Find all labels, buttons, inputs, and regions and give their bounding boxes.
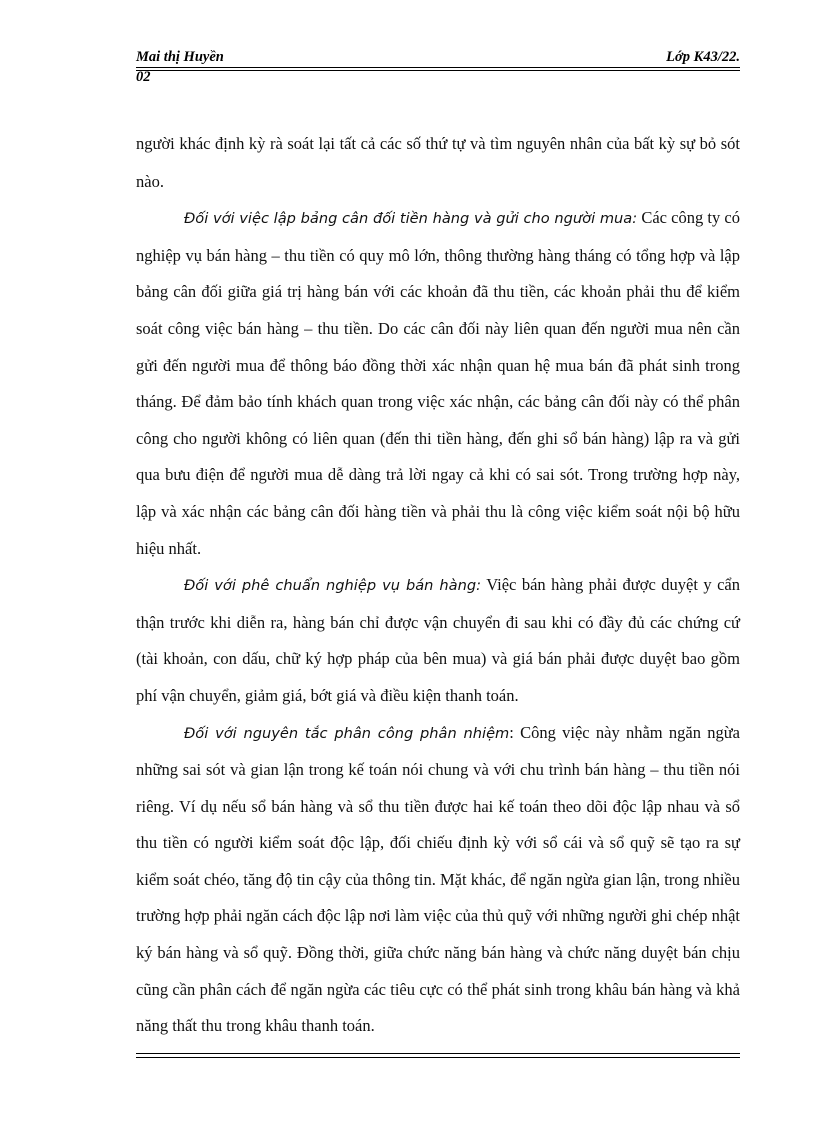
paragraph-2-lead: Đối với việc lập bảng cân đối tiền hàng và gửi cho người mua:	[184, 210, 638, 228]
header-rule	[136, 67, 740, 68]
paragraph-2	[136, 200, 740, 567]
paragraph-3	[136, 567, 740, 714]
header-code: 02	[136, 69, 151, 85]
paragraph-2-text: Các công ty có nghiệp vụ bán hàng – thu tiền có quy mô lớn, thông thường hàng tháng có tổng hợp và lập bảng cân đối giữa giá trị hàng bán với các khoản đã thu tiền, các khoản phải thu để kiểm soát công việc bán hàng – thu tiền. Do các cân đối này liên quan đến người mua nên cần gửi đến người mua để thông báo đồng thời xác nhận quan hệ mua bán đã phát sinh trong tháng. Để đảm bảo tính khách quan trong việc xác nhận, các bảng cân đối này có thể phân công cho người không có liên quan (đến thi tiền hàng, đến ghi sổ bán hàng) lập ra và gửi qua bưu điện để người mua dễ dàng trả lời ngay cả khi có sai sót. Trong trường hợp này, lập và xác nhận các bảng cân đối hàng tiền và phải thu là công việc kiểm soát nội bộ hữu hiệu nhất.	[136, 208, 740, 558]
header-class: Lớp K43/22.	[666, 49, 740, 65]
paragraph-3-text: Việc bán hàng phải được duyệt y cẩn thận trước khi diễn ra, hàng bán chỉ được vận chuyển đi sau khi có đầy đủ các chứng cứ (tài khoản, con dấu, chữ ký hợp pháp của bên mua) và giá bán phải được duyệt bao gồm phí vận chuyển, giảm giá, bớt giá và điều kiện thanh toán.	[136, 575, 740, 705]
footer-rule	[136, 1057, 740, 1058]
header-author: Mai thị Huyền	[136, 49, 224, 65]
paragraph-4-text: : Công việc này nhằm ngăn ngừa những sai sót và gian lận trong kế toán nói chung và với chu trình bán hàng – thu tiền nói riêng. Ví dụ nếu sổ bán hàng và sổ thu tiền được hai kế toán theo dõi độc lập nhau và sổ thu tiền có người kiểm soát độc lập, đối chiếu định kỳ với sổ cái và sổ quỹ sẽ tạo ra sự kiểm soát chéo, tăng độ tin cậy của thông tin. Mặt khác, để ngăn ngừa gian lận, trong nhiều trường hợp phải ngăn cách độc lập nơi làm việc của thủ quỹ với những người ghi chép nhật ký bán hàng và sổ quỹ. Đồng thời, giữa chức năng bán hàng và chức năng duyệt bán chịu cũng cần phân cách để ngăn ngừa các tiêu cực có thể phát sinh trong khâu bán hàng và khả năng thất thu trong khâu thanh toán.	[136, 722, 740, 1036]
paragraph-4-lead: Đối với nguyên tắc phân công phân nhiệm	[184, 724, 510, 742]
paragraph-1-text: người khác định kỳ rà soát lại tất cả các số thứ tự và tìm nguyên nhân của bất kỳ sự bỏ sót nào.	[136, 134, 740, 191]
paragraph-4	[136, 715, 740, 1045]
header-rule-thin	[136, 70, 740, 71]
footer-rule-thin	[136, 1053, 740, 1054]
paragraph-1	[136, 126, 740, 200]
document-body	[136, 126, 740, 1045]
paragraph-3-lead: Đối với phê chuẩn nghiệp vụ bán hàng:	[184, 577, 482, 595]
